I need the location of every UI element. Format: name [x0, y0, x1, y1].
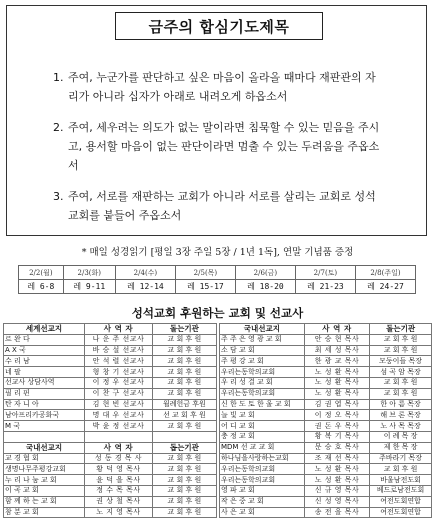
- supporting-group: 교 회 후 원: [370, 377, 432, 388]
- mission-field: MDM 선 교 교 회: [220, 442, 305, 453]
- supporting-group: 섬 곡 암 목장: [370, 367, 432, 378]
- supporting-group: 여전도회연합: [370, 496, 432, 507]
- mission-field: M 국: [4, 421, 85, 432]
- supporting-group: 해 브 론 목장: [370, 410, 432, 421]
- prayer-text: 주여, 서로를 재판하는 교회가 아니라 서로를 살리는 교회로 성석교회를 붙들어 주옵소서: [68, 190, 376, 222]
- mission-field: 우리는동학의교회: [220, 388, 305, 399]
- support-row: [220, 388, 432, 399]
- support-row: [4, 334, 217, 345]
- support-row: [4, 475, 217, 486]
- missionary-name: 김 현 빈 선교사: [85, 399, 153, 410]
- missionary-name: 권 상 철 목사: [85, 496, 153, 507]
- mission-field: 우리는동학의교회: [220, 464, 305, 475]
- missionary-name: 나 운 주 선교사: [85, 334, 153, 345]
- support-row: [4, 410, 217, 421]
- mission-field: 네 팔: [4, 367, 85, 378]
- supporting-group: 이 례 목 장: [370, 431, 432, 442]
- reading-passage: 레 9-11: [63, 280, 115, 294]
- reading-passage: 레 6-8: [19, 280, 64, 294]
- missionary-name: 안 석 렬 선교사: [85, 356, 153, 367]
- mission-field: 어 디 교 회: [220, 421, 305, 432]
- missionary-name: [85, 431, 153, 442]
- support-row: [220, 421, 432, 432]
- support-row: [220, 485, 432, 496]
- prayer-list: [53, 68, 383, 237]
- supporting-group: 교 회 후 원: [152, 388, 216, 399]
- supporting-group: 제 한 목 장: [370, 442, 432, 453]
- reading-passage: 레 18-20: [235, 280, 295, 294]
- header-mission-field: 국내선교지: [220, 324, 305, 335]
- mission-field: 르 완 다: [4, 334, 85, 345]
- missionary-name: 송 전 을 목사: [304, 507, 369, 518]
- mission-field: 사 은 교 회: [220, 507, 305, 518]
- support-row: [220, 377, 432, 388]
- support-table-header: [4, 442, 217, 453]
- support-row: [4, 496, 217, 507]
- missionary-name: 노 성 환 목사: [304, 475, 369, 486]
- mission-field: 남아프리카공화국: [4, 410, 85, 421]
- mission-field: 주 평 강 교 회: [220, 356, 305, 367]
- missionary-name: 이 정 우 선교사: [85, 377, 153, 388]
- supporting-group: 베드로남전도회: [370, 485, 432, 496]
- mission-field: 충 정 교 회: [220, 431, 305, 442]
- reading-schedule-table: [18, 265, 416, 294]
- header-mission-field: 세계선교지: [4, 324, 85, 335]
- mission-field: 늘 빛 교 회: [220, 410, 305, 421]
- missionary-name: 윤 덕 을 목사: [85, 475, 153, 486]
- header-worker: 사 역 자: [304, 324, 369, 335]
- prayer-title: 금주의 합심기도제목: [115, 12, 323, 40]
- supporting-group: 교 회 후 원: [152, 507, 216, 518]
- support-row: [4, 421, 217, 432]
- missionary-name: 바 승 설 선교사: [85, 345, 153, 356]
- missionary-name: 황 덕 영 목사: [85, 464, 153, 475]
- support-table-header: [4, 324, 217, 335]
- mission-field: 주 주 은 영 광 교 회: [220, 334, 305, 345]
- missionary-name: 한 광 교 목사: [304, 356, 369, 367]
- supporting-group: 선 교 회 후 원: [152, 410, 216, 421]
- missionary-name: 김 권 엽 목사: [304, 399, 369, 410]
- support-row: [220, 475, 432, 486]
- reading-passage: 레 24-27: [355, 280, 415, 294]
- supporting-group: 모둥이들 목장: [370, 356, 432, 367]
- prayer-text: 주여, 세우려는 의도가 없는 말이라면 침묵할 수 있는 믿음을 주시고, 용서할 마음이 없는 판단이라면 멈출 수 있는 두려움을 주옵소서: [68, 121, 380, 172]
- support-row: [220, 496, 432, 507]
- support-row: [220, 431, 432, 442]
- missionary-name: 황 복 기 목사: [304, 431, 369, 442]
- supporting-group: 주바라기 목장: [370, 453, 432, 464]
- missionary-name: 형 창 기 선교사: [85, 367, 153, 378]
- missionary-name: 신 성 영 목사: [304, 496, 369, 507]
- support-row: [220, 410, 432, 421]
- support-row: [220, 507, 432, 518]
- mission-field: 필 리 핀: [4, 388, 85, 399]
- support-row: [220, 367, 432, 378]
- missionary-name: 노 지 영 목사: [85, 507, 153, 518]
- mission-field: 교 경 협 회: [4, 453, 85, 464]
- mission-field: 하나님을사랑하는교회: [220, 453, 305, 464]
- header-supporter: 돌는기관: [152, 324, 216, 335]
- reading-date: 2/6(금): [235, 266, 295, 280]
- reading-passage: 레 12-14: [115, 280, 175, 294]
- supporting-group: 교 회 후 원: [152, 475, 216, 486]
- missionary-name: 노 성 환 목사: [304, 464, 369, 475]
- prayer-item: [53, 68, 383, 106]
- supporting-group: 여전도회연합: [370, 507, 432, 518]
- mission-field: 생명나무주평강교회: [4, 464, 85, 475]
- prayer-text: 주여, 누군가를 판단하고 싶은 마음이 올라올 때마다 재판관의 자리가 아니라 십자가 아래로 내려오게 하옵소서: [68, 71, 376, 103]
- mission-field: 탄 자 니 아: [4, 399, 85, 410]
- support-section-title: 성석교회 후원하는 교회 및 선교사: [131, 306, 304, 320]
- supporting-group: 교 회 후 원: [370, 464, 432, 475]
- supporting-group: 교 회 후 원: [152, 356, 216, 367]
- mission-field: 영 파 교 회: [220, 485, 305, 496]
- header-worker: 사 역 자: [85, 442, 153, 453]
- mission-field: 참 분 교 회: [4, 507, 85, 518]
- support-row: [220, 334, 432, 345]
- reading-date: 2/2(월): [19, 266, 64, 280]
- supporting-group: [152, 431, 216, 442]
- mission-field: 우리는동학의교회: [220, 475, 305, 486]
- support-row: [4, 485, 217, 496]
- supporting-group: 교 회 후 원: [370, 388, 432, 399]
- support-row: [220, 464, 432, 475]
- mission-field: 신 한 도 토 한 울 교 회: [220, 399, 305, 410]
- support-row: [220, 345, 432, 356]
- mission-field: 선교사 상담사역: [4, 377, 85, 388]
- missionary-name: 문 승 호 목사: [304, 442, 369, 453]
- mission-field: 우리는동학의교회: [220, 367, 305, 378]
- missionary-name: 조 재 선 목사: [304, 453, 369, 464]
- missionary-name: 안 승 현 목사: [304, 334, 369, 345]
- missionary-name: 노 성 환 목사: [304, 388, 369, 399]
- reading-date: 2/8(주일): [355, 266, 415, 280]
- support-row: [4, 388, 217, 399]
- missionary-name: 명 대 우 선교사: [85, 410, 153, 421]
- supporting-group: 교 회 후 원: [152, 367, 216, 378]
- supporting-group: 교 회 후 원: [152, 485, 216, 496]
- missionary-name: 성 동 경 목 사: [85, 453, 153, 464]
- mission-field: 소 담 교 회: [220, 345, 305, 356]
- support-table-header: [220, 324, 432, 335]
- mission-field: A X 국: [4, 345, 85, 356]
- support-row: [4, 464, 217, 475]
- prayer-item: [53, 118, 383, 175]
- mission-support-table-left: [3, 323, 217, 518]
- mission-field: [4, 431, 85, 442]
- supporting-group: 교 회 후 원: [370, 345, 432, 356]
- reading-note: * 매일 성경읽기 [평일 3장 주일 5장 / 1년 1독], 연말 기념품 증정: [81, 247, 354, 258]
- prayer-number: 3.: [53, 190, 64, 203]
- missionary-name: 최 세 성 목사: [304, 345, 369, 356]
- reading-date: 2/4(수): [115, 266, 175, 280]
- mission-field: 함 께 하 는 교 회: [4, 496, 85, 507]
- support-row: [220, 442, 432, 453]
- support-row: [4, 453, 217, 464]
- support-row: [220, 453, 432, 464]
- header-supporter: 돕는기관: [152, 442, 216, 453]
- supporting-group: 교 회 후 원: [152, 377, 216, 388]
- supporting-group: 교 회 후 원: [152, 421, 216, 432]
- mission-field: 작 은 중 교 회: [220, 496, 305, 507]
- header-worker: 사 역 자: [85, 324, 153, 335]
- header-supporter: 돌는기관: [370, 324, 432, 335]
- prayer-box: [6, 5, 427, 236]
- supporting-group: 교 회 후 원: [370, 334, 432, 345]
- mission-support-table-right: [219, 323, 432, 518]
- missionary-name: 이 정 오 목사: [304, 410, 369, 421]
- prayer-number: 1.: [53, 71, 64, 84]
- reading-passage: 레 15-17: [175, 280, 235, 294]
- supporting-group: 교 회 후 원: [152, 464, 216, 475]
- supporting-group: 교 회 후 원: [152, 334, 216, 345]
- missionary-name: 권 돈 우 목사: [304, 421, 369, 432]
- prayer-item: [53, 187, 383, 225]
- support-row: [4, 377, 217, 388]
- missionary-name: 신 규 영 목사: [304, 485, 369, 496]
- supporting-group: 교 회 후 원: [152, 496, 216, 507]
- support-row: [220, 356, 432, 367]
- support-row: [220, 399, 432, 410]
- supporting-group: 월례헌금 후원: [152, 399, 216, 410]
- missionary-name: 이 찬 구 선교사: [85, 388, 153, 399]
- mission-field: 이 곡 교 회: [4, 485, 85, 496]
- supporting-group: 교 회 후 원: [152, 453, 216, 464]
- support-row: [4, 345, 217, 356]
- missionary-name: 박 윤 정 선교사: [85, 421, 153, 432]
- missionary-name: 노 성 환 목사: [304, 367, 369, 378]
- support-row: [4, 507, 217, 518]
- supporting-group: 한 아 름 목장: [370, 399, 432, 410]
- support-row: [4, 367, 217, 378]
- mission-field: 우 리 성 결 교 회: [220, 377, 305, 388]
- mission-field: 누 리 나 눔 교 회: [4, 475, 85, 486]
- reading-date: 2/5(목): [175, 266, 235, 280]
- missionary-name: 정 수 목 목사: [85, 485, 153, 496]
- supporting-group: 교 회 후 원: [152, 345, 216, 356]
- reading-date: 2/3(화): [63, 266, 115, 280]
- prayer-number: 2.: [53, 121, 64, 134]
- reading-passage: 레 21-23: [295, 280, 355, 294]
- reading-date: 2/7(토): [295, 266, 355, 280]
- support-row: [4, 399, 217, 410]
- supporting-group: 노 사 목 목장: [370, 421, 432, 432]
- supporting-group: 바울남전도회: [370, 475, 432, 486]
- support-row: [4, 356, 217, 367]
- support-row: [4, 431, 217, 442]
- mission-field: 수 리 남: [4, 356, 85, 367]
- missionary-name: 노 성 환 목사: [304, 377, 369, 388]
- header-mission-field: 국내선교지: [4, 442, 85, 453]
